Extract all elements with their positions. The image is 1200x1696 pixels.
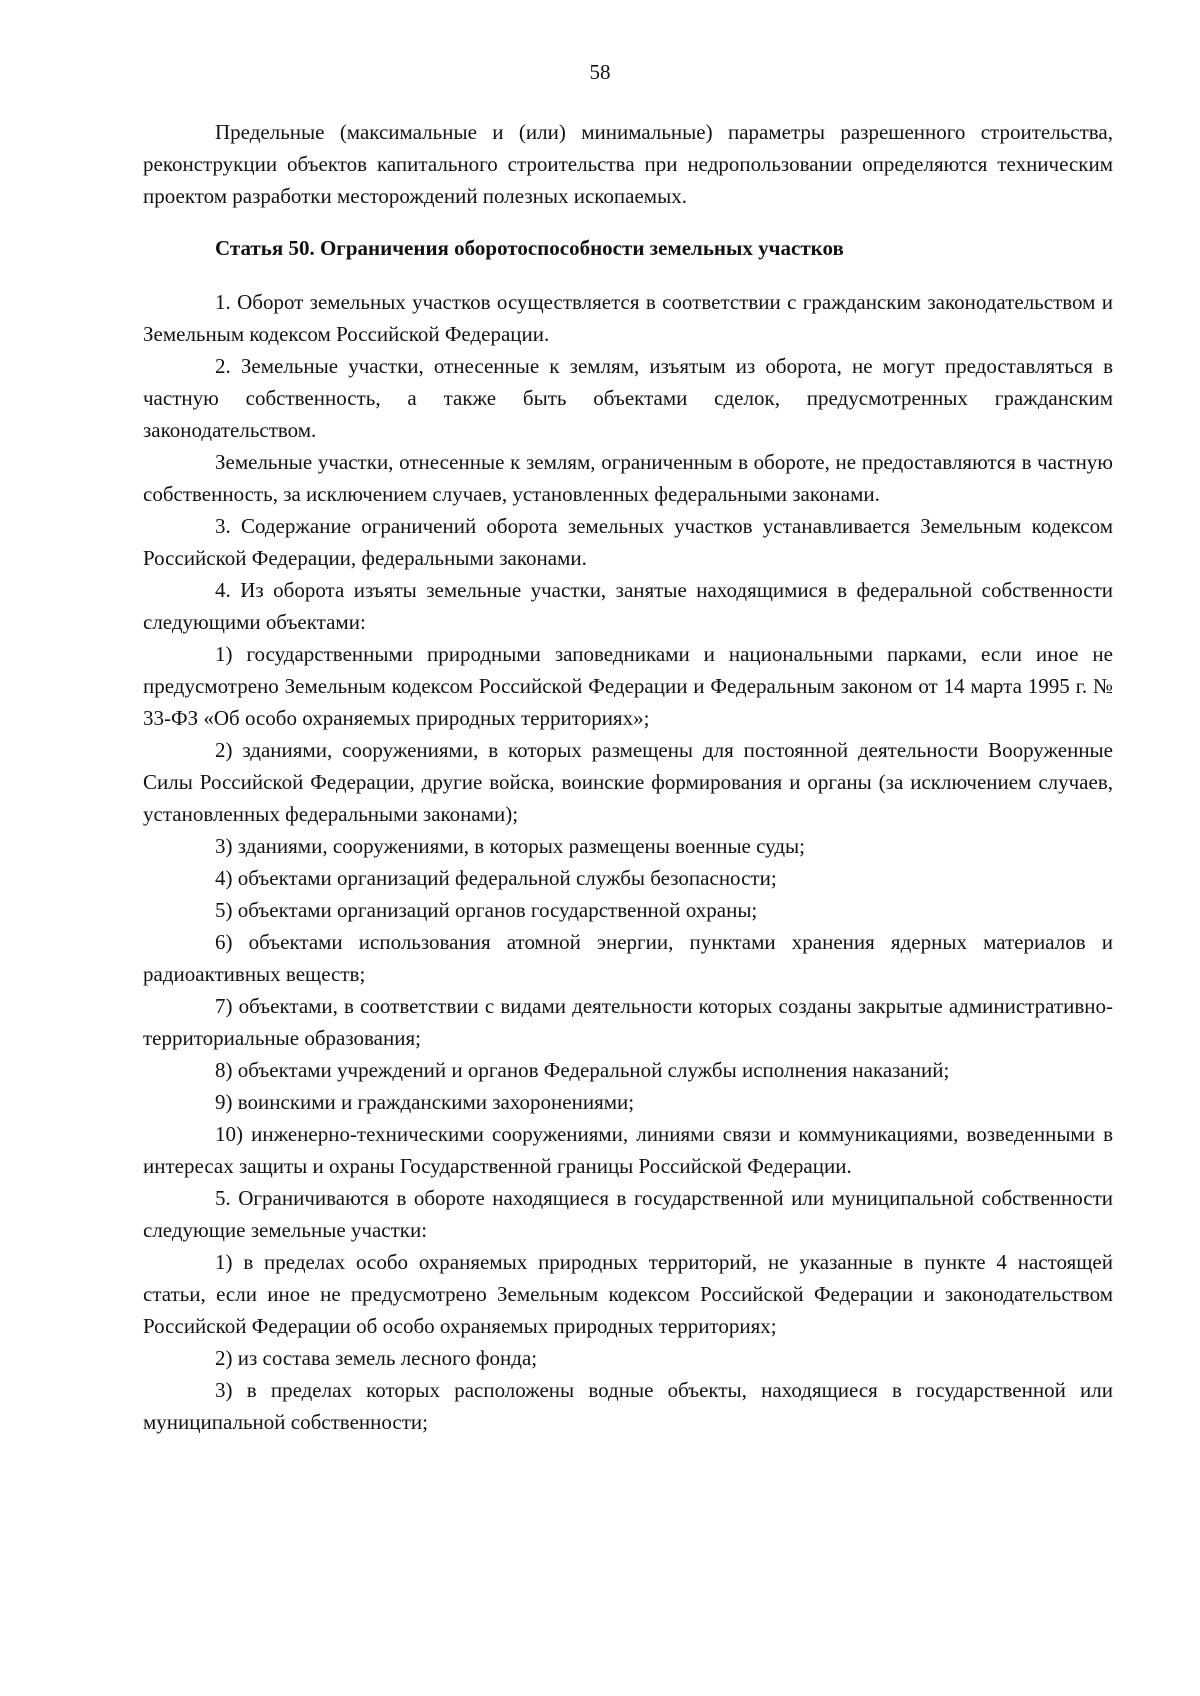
paragraph-5-item-1: 1) в пределах особо охраняемых природных территорий, не указанные в пункте 4 настоящей статьи, если иное не предусмотрено Земельным кодексом Российской Федерации и законодательством Российской Федерации об особо охраняемых природных территориях; xyxy=(143,1250,1113,1338)
paragraph-3: 3. Содержание ограничений оборота земельных участков устанавливается Земельным кодексом Российской Федерации, федеральными законами. xyxy=(143,514,1113,570)
paragraph-5: 5. Ограничиваются в обороте находящиеся в государственной или муниципальной собственности следующие земельные участки: xyxy=(143,1186,1113,1242)
paragraph-5-item-2: 2) из состава земель лесного фонда; xyxy=(215,1346,538,1370)
paragraph-4-item-1: 1) государственными природными заповедниками и национальными парками, если иное не предусмотрено Земельным кодексом Российской Федерации и Федеральным законом от 14 марта 1995 г. № 33-ФЗ «Об особо охраняемых природных территориях»; xyxy=(143,642,1113,730)
paragraph-4-item-8: 8) объектами учреждений и органов Федеральной службы исполнения наказаний; xyxy=(215,1058,950,1082)
paragraph-4-item-7: 7) объектами, в соответствии с видами деятельности которых созданы закрытые административно-территориальные образования; xyxy=(143,994,1113,1050)
document-body xyxy=(143,116,1113,1438)
paragraph-1: 1. Оборот земельных участков осуществляется в соответствии с гражданским законодательством и Земельным кодексом Российской Федерации. xyxy=(143,290,1113,346)
paragraph-2: 2. Земельные участки, отнесенные к землям, изъятым из оборота, не могут предоставляться в частную собственность, а также быть объектами сделок, предусмотренных гражданским законодательством. xyxy=(143,354,1113,442)
paragraph-4-item-9: 9) воинскими и гражданскими захоронениями; xyxy=(215,1090,635,1114)
article-title: Статья 50. Ограничения оборотоспособности земельных участков xyxy=(215,236,844,260)
paragraph-2-continued: Земельные участки, отнесенные к землям, ограниченным в обороте, не предоставляются в частную собственность, за исключением случаев, установленных федеральными законами. xyxy=(143,450,1113,506)
paragraph-4-item-6: 6) объектами использования атомной энергии, пунктами хранения ядерных материалов и радиоактивных веществ; xyxy=(143,930,1113,986)
paragraph-4-item-2: 2) зданиями, сооружениями, в которых размещены для постоянной деятельности Вооруженные Силы Российской Федерации, другие войска, воинские формирования и органы (за исключением случаев, установленных федеральными законами); xyxy=(143,738,1113,826)
paragraph-4: 4. Из оборота изъяты земельные участки, занятые находящимися в федеральной собственности следующими объектами: xyxy=(143,578,1113,634)
paragraph-4-item-3: 3) зданиями, сооружениями, в которых размещены военные суды; xyxy=(215,834,805,858)
paragraph-5-item-3: 3) в пределах которых расположены водные объекты, находящиеся в государственной или муниципальной собственности; xyxy=(143,1378,1113,1434)
paragraph-4-item-10: 10) инженерно-техническими сооружениями, линиями связи и коммуникациями, возведенными в интересах защиты и охраны Государственной границы Российской Федерации. xyxy=(143,1122,1113,1178)
paragraph-4-item-4: 4) объектами организаций федеральной службы безопасности; xyxy=(215,866,777,890)
paragraph-4-item-5: 5) объектами организаций органов государственной охраны; xyxy=(215,898,758,922)
page-number: 58 xyxy=(589,60,611,84)
intro-paragraph: Предельные (максимальные и (или) минимальные) параметры разрешенного строительства, реконструкции объектов капитального строительства при недропользовании определяются техническим проектом разработки месторождений полезных ископаемых. xyxy=(143,120,1113,208)
